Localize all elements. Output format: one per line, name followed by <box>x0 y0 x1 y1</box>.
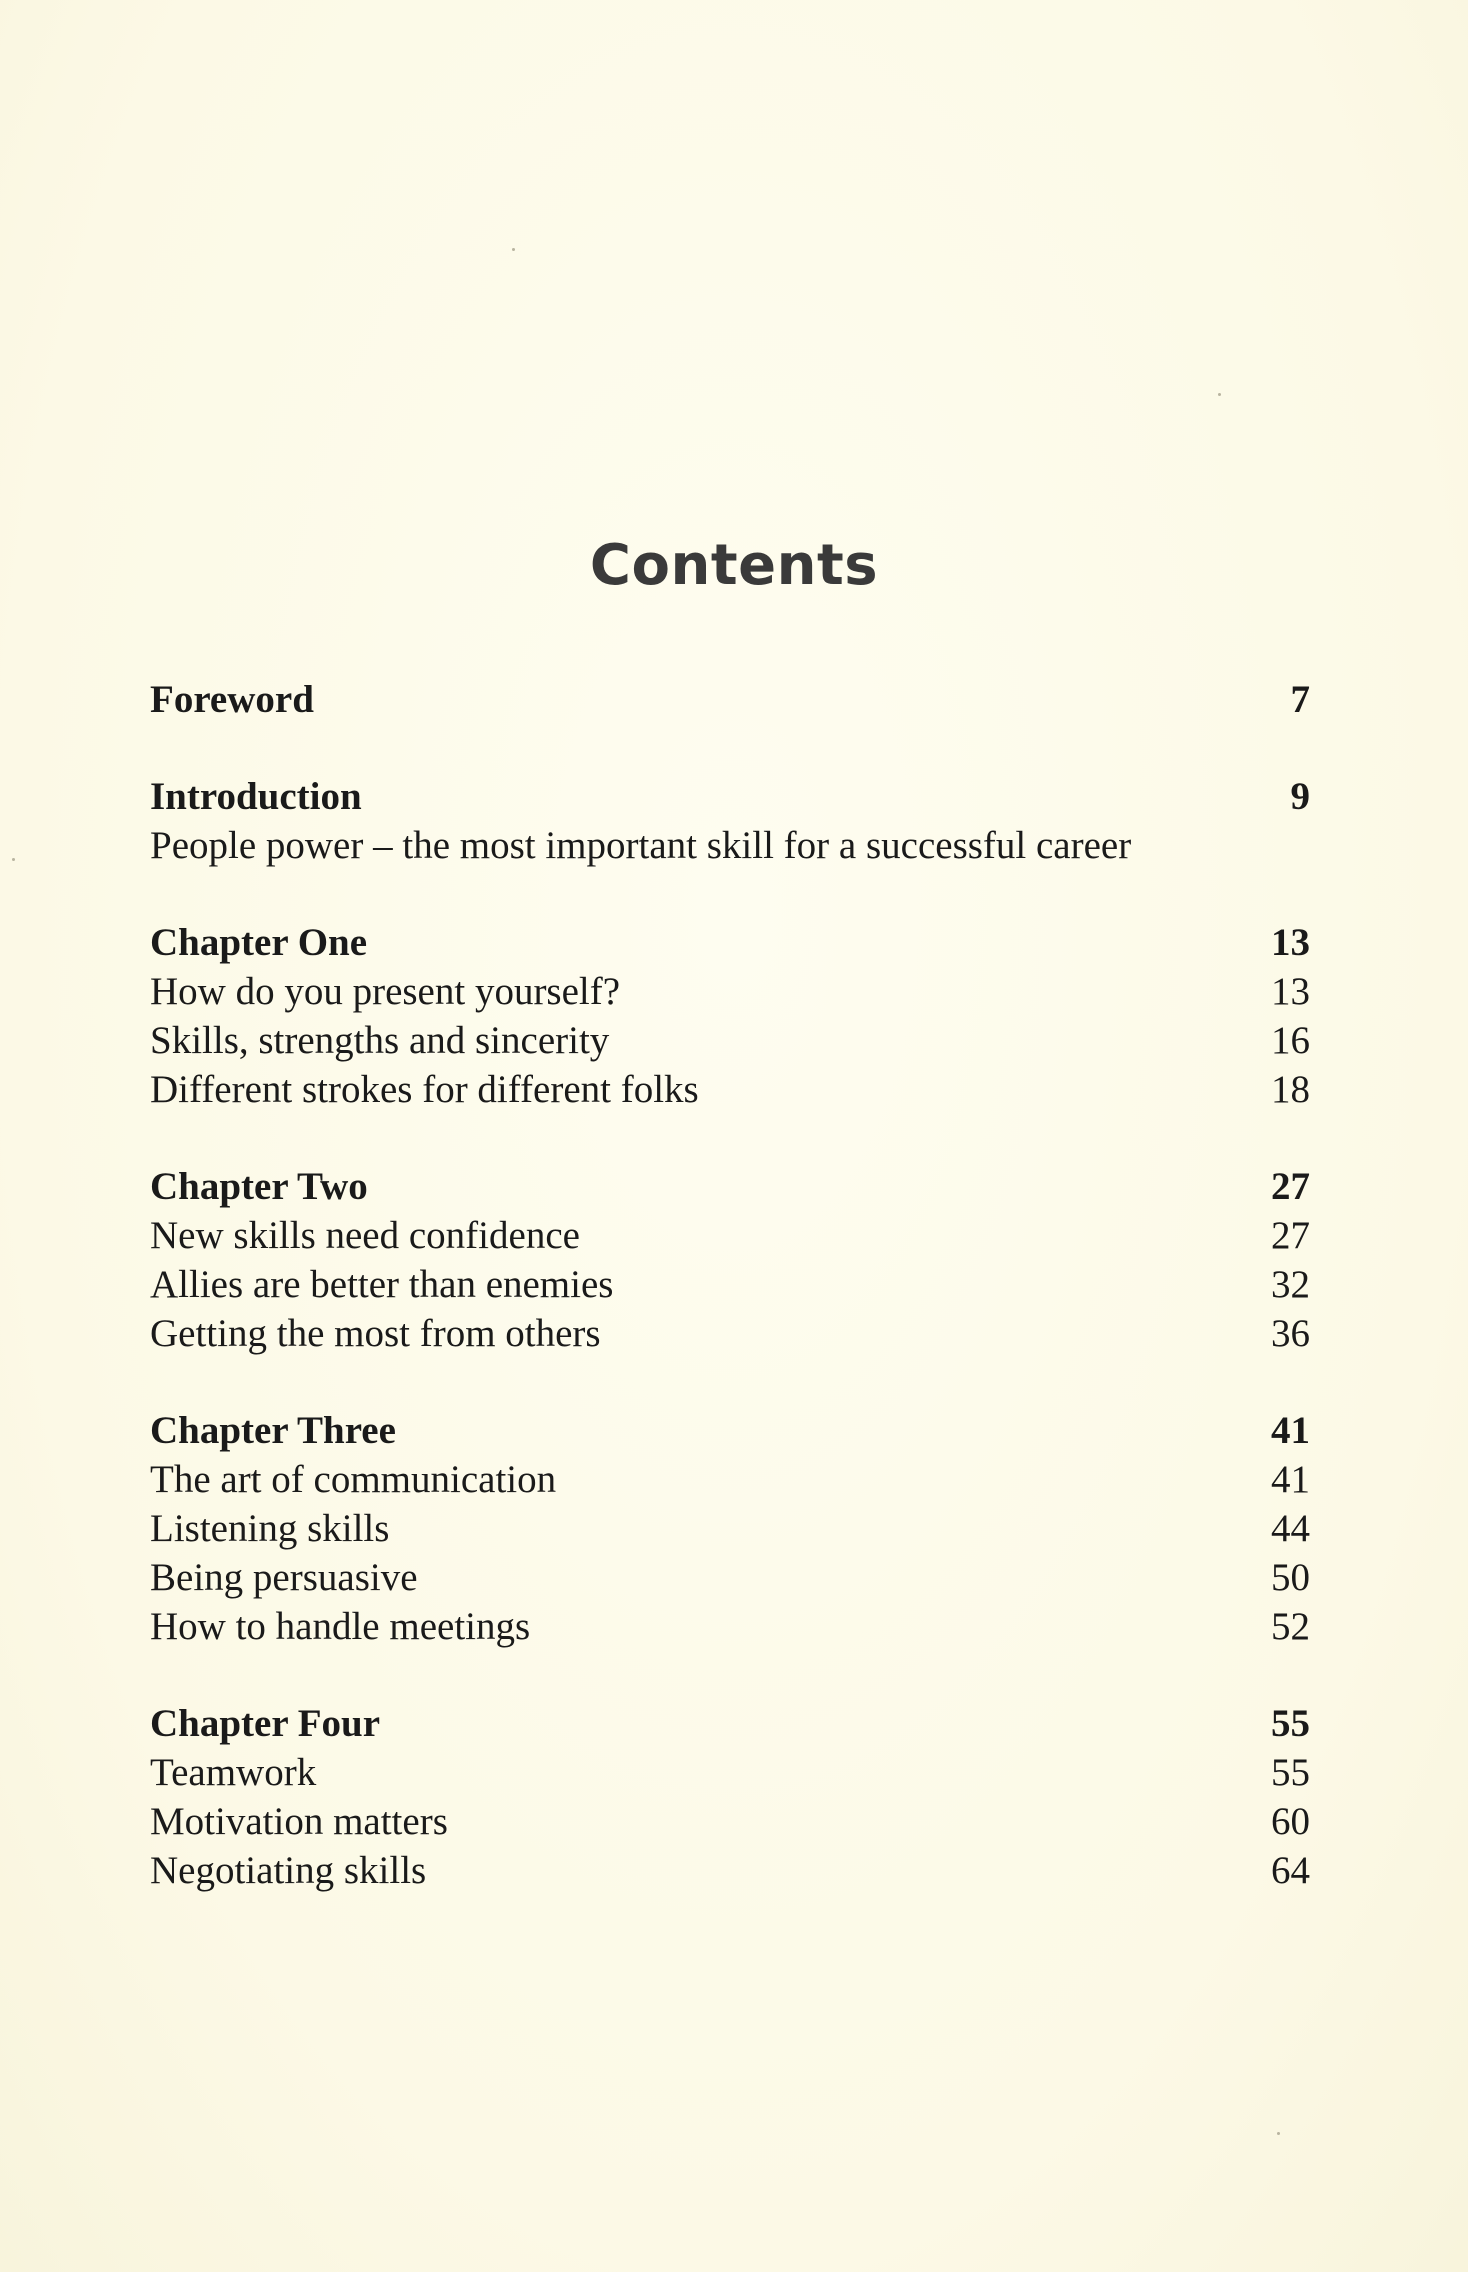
toc-heading-page: 9 <box>1290 775 1310 818</box>
toc-heading-page: 13 <box>1271 921 1310 964</box>
toc-entry-label: Skills, strengths and sincerity <box>150 1019 610 1062</box>
toc-heading-row[interactable] <box>150 675 1310 724</box>
toc-entry-label: Teamwork <box>150 1751 317 1794</box>
toc-entry-row[interactable] <box>150 1211 1310 1260</box>
toc-entry-page: 27 <box>1271 1214 1310 1257</box>
toc-entry-row[interactable] <box>150 1016 1310 1065</box>
toc-entry-row[interactable] <box>150 1602 1310 1651</box>
toc-section-introduction <box>150 772 1310 870</box>
toc-entry-label: Motivation matters <box>150 1800 448 1843</box>
toc-heading-label: Chapter Three <box>150 1409 396 1452</box>
toc-heading-label: Introduction <box>150 775 362 818</box>
toc-entry-row[interactable] <box>150 1065 1310 1114</box>
toc-entry-label: Getting the most from others <box>150 1312 601 1355</box>
toc-entry-page: 60 <box>1271 1800 1310 1843</box>
toc-entry-page: 52 <box>1271 1605 1310 1648</box>
toc-entry-page: 18 <box>1271 1068 1310 1111</box>
toc-entry-label: Listening skills <box>150 1507 390 1550</box>
paper-speck <box>1277 2132 1280 2135</box>
toc-heading-row[interactable] <box>150 918 1310 967</box>
toc-entry-page: 36 <box>1271 1312 1310 1355</box>
toc-heading-label: Chapter One <box>150 921 368 964</box>
page-title: Contents <box>589 532 879 598</box>
toc-entry-row[interactable] <box>150 1846 1310 1895</box>
toc-entry-label: People power – the most important skill for a successful career <box>150 824 1132 867</box>
toc-entry-page: 16 <box>1271 1019 1310 1062</box>
toc-entry-page: 13 <box>1271 970 1310 1013</box>
toc-entry-row[interactable] <box>150 821 1310 870</box>
toc-heading-label: Foreword <box>150 678 314 721</box>
toc-heading-label: Chapter Four <box>150 1702 381 1745</box>
toc-heading-row[interactable] <box>150 1162 1310 1211</box>
toc-entry-page: 50 <box>1271 1556 1310 1599</box>
toc-heading-page: 55 <box>1271 1702 1310 1745</box>
toc-entry-row[interactable] <box>150 1260 1310 1309</box>
toc-entry-page: 64 <box>1271 1849 1310 1892</box>
toc-heading-row[interactable] <box>150 1699 1310 1748</box>
toc-entry-row[interactable] <box>150 1797 1310 1846</box>
toc-entry-label: Different strokes for different folks <box>150 1068 699 1111</box>
toc-heading-row[interactable] <box>150 1406 1310 1455</box>
toc-entry-page: 32 <box>1271 1263 1310 1306</box>
toc-entry-row[interactable] <box>150 1748 1310 1797</box>
toc-heading-label: Chapter Two <box>150 1165 368 1208</box>
toc-section-chapter-three <box>150 1406 1310 1651</box>
toc-entry-label: Negotiating skills <box>150 1849 427 1892</box>
toc-entry-label: The art of communication <box>150 1458 557 1501</box>
toc-entry-row[interactable] <box>150 967 1310 1016</box>
toc-entry-row[interactable] <box>150 1455 1310 1504</box>
toc-entry-label: New skills need confidence <box>150 1214 580 1257</box>
toc-entry-row[interactable] <box>150 1309 1310 1358</box>
toc-entry-row[interactable] <box>150 1553 1310 1602</box>
toc-entry-label: Allies are better than enemies <box>150 1263 614 1306</box>
toc-section-chapter-one <box>150 918 1310 1114</box>
toc-heading-page: 7 <box>1290 678 1310 721</box>
toc-heading-page: 27 <box>1271 1165 1310 1208</box>
table-of-contents <box>150 675 1310 1943</box>
toc-heading-row[interactable] <box>150 772 1310 821</box>
toc-heading-page: 41 <box>1271 1409 1310 1452</box>
toc-section-chapter-two <box>150 1162 1310 1358</box>
toc-entry-label: How do you present yourself? <box>150 970 621 1013</box>
toc-entry-label: How to handle meetings <box>150 1605 531 1648</box>
toc-entry-label: Being persuasive <box>150 1556 418 1599</box>
paper-speck <box>512 248 515 251</box>
toc-entry-page: 55 <box>1271 1751 1310 1794</box>
toc-entry-page: 44 <box>1271 1507 1310 1550</box>
paper-speck <box>1218 393 1221 396</box>
toc-entry-row[interactable] <box>150 1504 1310 1553</box>
paper-speck <box>12 858 15 861</box>
toc-section-chapter-four <box>150 1699 1310 1895</box>
toc-entry-page: 41 <box>1271 1458 1310 1501</box>
toc-section-foreword <box>150 675 1310 724</box>
